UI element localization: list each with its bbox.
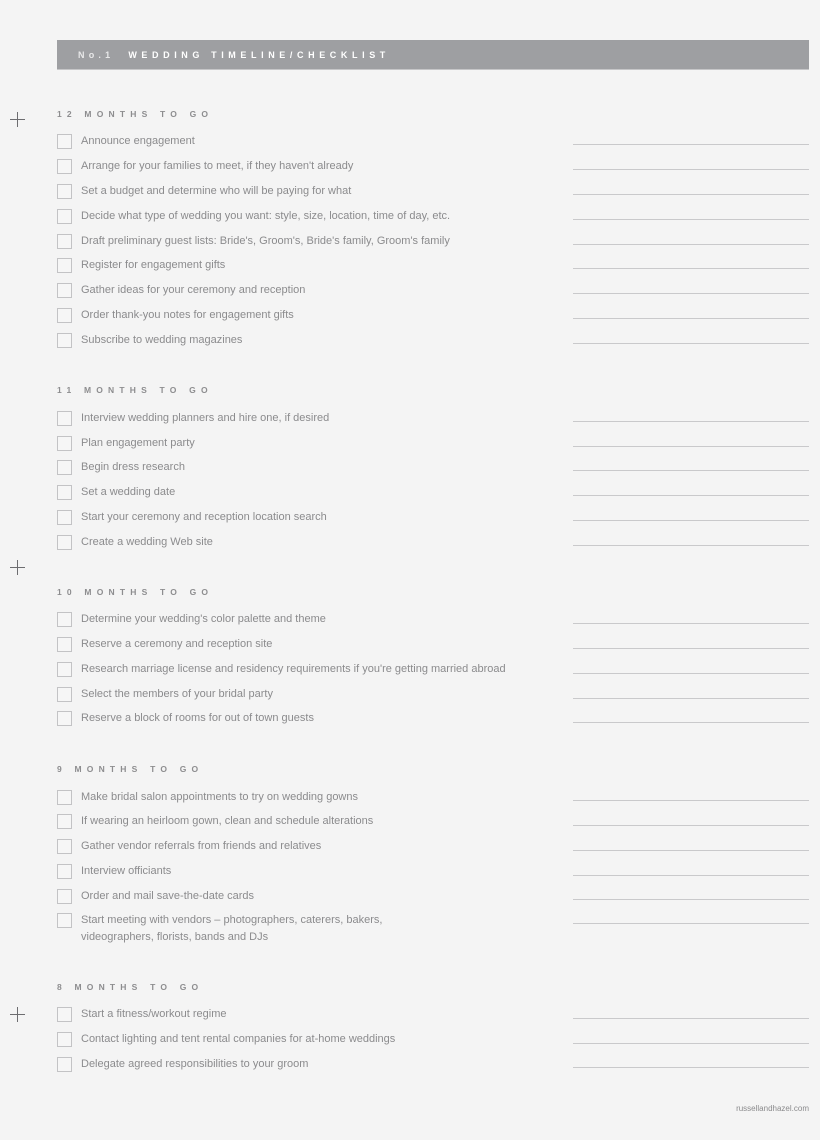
notes-line — [573, 318, 809, 319]
section-title-10-months: 10 MONTHS TO GO — [57, 587, 214, 597]
header-bar — [57, 40, 809, 70]
checkbox[interactable] — [57, 209, 72, 224]
item-label: Reserve a ceremony and reception site — [81, 638, 273, 650]
checklist-item — [57, 864, 809, 884]
item-label: Announce engagement — [81, 135, 195, 147]
checkbox[interactable] — [57, 889, 72, 904]
checkbox[interactable] — [57, 510, 72, 525]
checklist-item — [57, 485, 809, 505]
checkbox[interactable] — [57, 460, 72, 475]
item-label: Decide what type of wedding you want: style, size, location, time of day, etc. — [81, 210, 451, 222]
item-label: Subscribe to wedding magazines — [81, 334, 243, 346]
item-label: Gather ideas for your ceremony and reception — [81, 284, 306, 296]
section-title-8-months: 8 MONTHS TO GO — [57, 982, 204, 992]
checklist-item — [57, 839, 809, 859]
footer-url: russellandhazel.com — [736, 1104, 809, 1113]
checkbox[interactable] — [57, 790, 72, 805]
checklist-item — [57, 790, 809, 810]
item-label: Reserve a block of rooms for out of town guests — [81, 712, 314, 724]
checkbox[interactable] — [57, 814, 72, 829]
notes-line — [573, 194, 809, 195]
notes-line — [573, 421, 809, 422]
item-label: Gather vendor referrals from friends and relatives — [81, 840, 322, 852]
item-label: Begin dress research — [81, 461, 185, 473]
checklist-item — [57, 637, 809, 657]
checklist-item — [57, 913, 809, 949]
item-label: Interview wedding planners and hire one, if desired — [81, 412, 330, 424]
notes-line — [573, 144, 809, 145]
checkbox[interactable] — [57, 283, 72, 298]
page-number: No.1 — [78, 49, 115, 60]
notes-line — [573, 698, 809, 699]
checklist-item — [57, 333, 809, 353]
notes-line — [573, 446, 809, 447]
checkbox[interactable] — [57, 333, 72, 348]
item-label: Research marriage license and residency requirements if you're getting married abroad — [81, 663, 506, 675]
checklist-item — [57, 612, 809, 632]
item-label: Delegate agreed responsibilities to your groom — [81, 1058, 309, 1070]
checkbox[interactable] — [57, 159, 72, 174]
checklist-item — [57, 1007, 809, 1027]
checkbox[interactable] — [57, 687, 72, 702]
checklist-item — [57, 134, 809, 154]
checklist-item — [57, 159, 809, 179]
plus-icon — [10, 112, 25, 127]
item-label: Make bridal salon appointments to try on wedding gowns — [81, 791, 358, 803]
notes-line — [573, 293, 809, 294]
checklist-item — [57, 411, 809, 431]
notes-line — [573, 268, 809, 269]
item-label: Arrange for your families to meet, if they haven't already — [81, 160, 354, 172]
checkbox[interactable] — [57, 184, 72, 199]
notes-line — [573, 470, 809, 471]
item-label: Set a wedding date — [81, 486, 176, 498]
section-title-11-months: 11 MONTHS TO GO — [57, 385, 213, 395]
notes-line — [573, 495, 809, 496]
plus-icon — [10, 1007, 25, 1022]
notes-line — [573, 343, 809, 344]
notes-line — [573, 244, 809, 245]
item-label: If wearing an heirloom gown, clean and schedule alterations — [81, 815, 374, 827]
checkbox[interactable] — [57, 913, 72, 928]
checklist-item — [57, 209, 809, 229]
item-label: Contact lighting and tent rental companies for at-home weddings — [81, 1033, 396, 1045]
notes-line — [573, 648, 809, 649]
checklist-item — [57, 711, 809, 731]
checklist-item — [57, 283, 809, 303]
item-label: Plan engagement party — [81, 437, 195, 449]
checklist-item — [57, 308, 809, 328]
checklist-item — [57, 1032, 809, 1052]
checklist-item — [57, 1057, 809, 1077]
checkbox[interactable] — [57, 662, 72, 677]
notes-line — [573, 923, 809, 924]
item-label: Start your ceremony and reception location search — [81, 511, 327, 523]
notes-line — [573, 722, 809, 723]
notes-line — [573, 219, 809, 220]
checklist-item — [57, 814, 809, 834]
item-label: Select the members of your bridal party — [81, 688, 273, 700]
item-label: Order and mail save-the-date cards — [81, 890, 255, 902]
notes-line — [573, 850, 809, 851]
checklist-item — [57, 184, 809, 204]
checklist-item — [57, 258, 809, 278]
notes-line — [573, 673, 809, 674]
notes-line — [573, 1067, 809, 1068]
checkbox[interactable] — [57, 1007, 72, 1022]
checklist-item — [57, 687, 809, 707]
checkbox[interactable] — [57, 711, 72, 726]
checkbox[interactable] — [57, 234, 72, 249]
checklist-item — [57, 662, 809, 682]
plus-icon — [10, 560, 25, 575]
section-title-12-months: 12 MONTHS TO GO — [57, 109, 214, 119]
notes-line — [573, 169, 809, 170]
checkbox[interactable] — [57, 1057, 72, 1072]
checkbox[interactable] — [57, 308, 72, 323]
checkbox[interactable] — [57, 411, 72, 426]
checkbox[interactable] — [57, 637, 72, 652]
page-title: WEDDING TIMELINE/CHECKLIST — [128, 49, 390, 60]
item-label: Determine your wedding's color palette and theme — [81, 613, 326, 625]
checkbox[interactable] — [57, 134, 72, 149]
item-label: Start a fitness/workout regime — [81, 1008, 227, 1020]
checklist-item — [57, 510, 809, 530]
notes-line — [573, 800, 809, 801]
checkbox[interactable] — [57, 839, 72, 854]
checklist-item — [57, 234, 809, 254]
item-label: Set a budget and determine who will be paying for what — [81, 185, 352, 197]
checklist-item — [57, 535, 809, 555]
checkbox[interactable] — [57, 258, 72, 273]
checkbox[interactable] — [57, 535, 72, 550]
checkbox[interactable] — [57, 864, 72, 879]
notes-line — [573, 899, 809, 900]
notes-line — [573, 623, 809, 624]
item-label: Create a wedding Web site — [81, 536, 213, 548]
checklist-item — [57, 889, 809, 909]
notes-line — [573, 1043, 809, 1044]
checkbox[interactable] — [57, 436, 72, 451]
item-label: Order thank-you notes for engagement gifts — [81, 309, 294, 321]
item-label: Register for engagement gifts — [81, 259, 226, 271]
item-label: Start meeting with vendors – photographers, caterers, bakers, videographers, florists, bands and DJs — [81, 914, 383, 943]
notes-line — [573, 520, 809, 521]
checklist-item — [57, 460, 809, 480]
item-label: Draft preliminary guest lists: Bride's, Groom's, Bride's family, Groom's family — [81, 235, 450, 247]
notes-line — [573, 545, 809, 546]
section-title-9-months: 9 MONTHS TO GO — [57, 764, 204, 774]
checkbox[interactable] — [57, 485, 72, 500]
checkbox[interactable] — [57, 1032, 72, 1047]
item-label: Interview officiants — [81, 865, 172, 877]
notes-line — [573, 1018, 809, 1019]
checklist-item — [57, 436, 809, 456]
notes-line — [573, 875, 809, 876]
checkbox[interactable] — [57, 612, 72, 627]
notes-line — [573, 825, 809, 826]
